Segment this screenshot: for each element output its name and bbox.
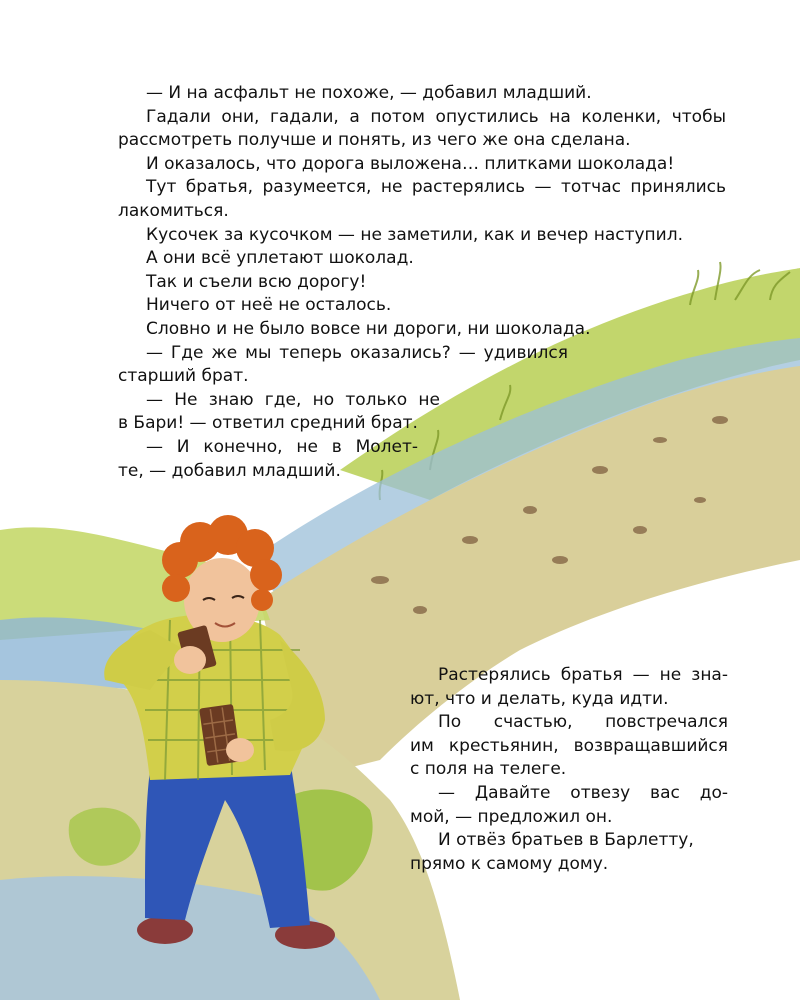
text-line: По счастью, повстречался: [438, 712, 728, 733]
left-hand: [174, 646, 206, 674]
paragraph: Тут братья, разумеется, не растерялись — тотчас принялись лакомиться.: [118, 177, 726, 221]
paragraph: — И на асфальт не похоже, — добавил младший.: [146, 83, 592, 103]
paragraph: Кусочек за кусочком — не заметили, как и вечер наступил.: [146, 224, 683, 245]
paragraph: Так и съели всю дорогу!: [146, 271, 367, 292]
dialogue-block: [118, 342, 568, 484]
text-line: им крестьянин, возвращавшийся: [410, 735, 728, 756]
dialogue-line: — Не знаю где, но только не: [146, 389, 440, 410]
paragraph: А они всё уплетают шоколад.: [146, 248, 414, 269]
dialogue-line: те, — добавил младший.: [118, 460, 341, 481]
story-top-block: [118, 82, 726, 483]
text-line: — Давайте отвезу вас до-: [438, 782, 728, 803]
text-line: мой, — предложил он.: [410, 806, 613, 827]
story-right-block: [410, 664, 728, 876]
text-line: с поля на телеге.: [410, 759, 567, 780]
right-hand: [226, 738, 254, 762]
dialogue-line: — Где же мы теперь оказались? — удивился: [146, 342, 568, 363]
text-line: Растерялись братья — не зна-: [438, 665, 728, 685]
dialogue-line: — И конечно, не в Молет-: [146, 436, 418, 457]
dialogue-line: старший брат.: [118, 366, 249, 387]
text-line: И отвёз братьев в Барлетту,: [438, 830, 694, 851]
paragraph: Гадали они, гадали, а потом опустились на коленки, чтобы рассмотреть получше и понять, из чего же она сделана.: [118, 106, 726, 151]
paragraph: Словно и не было вовсе ни дороги, ни шоколада.: [146, 318, 591, 339]
left-shoe: [137, 916, 193, 944]
paragraph: И оказалось, что дорога выложена… плитками шоколада!: [146, 153, 675, 174]
text-line: прямо к самому дому.: [410, 853, 609, 874]
text-line: ют, что и делать, куда идти.: [410, 688, 669, 709]
dialogue-line: в Бари! — ответил средний брат.: [118, 413, 418, 434]
paragraph: Ничего от неё не осталось.: [146, 295, 392, 316]
